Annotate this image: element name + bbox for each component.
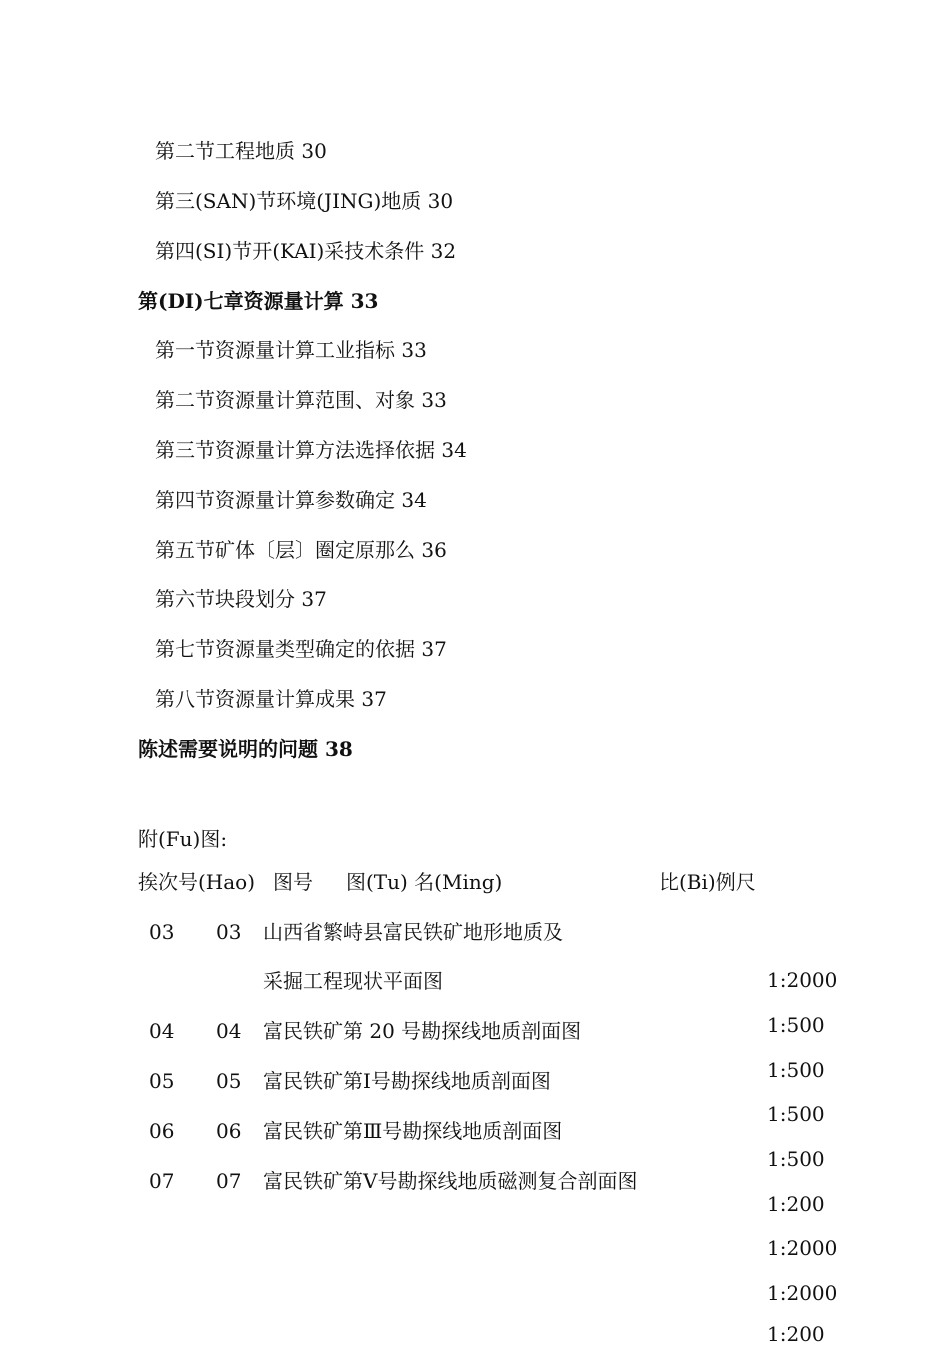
appendix-title: 附(Fu)图: — [138, 827, 228, 851]
row-name: 富民铁矿第Ⅴ号勘探线地质磁测复合剖面图 — [263, 1169, 638, 1193]
row-name: 富民铁矿第Ⅰ号勘探线地质剖面图 — [263, 1069, 551, 1093]
row-seq: 04 — [149, 1019, 175, 1043]
toc-section: 第六节块段划分 37 — [155, 587, 327, 611]
header-seq: 挨次号(Hao) — [138, 870, 256, 894]
row-name: 采掘工程现状平面图 — [263, 969, 443, 993]
toc-section: 第二节工程地质 30 — [155, 139, 327, 163]
row-num: 05 — [216, 1069, 242, 1093]
row-name: 富民铁矿第Ⅲ号勘探线地质剖面图 — [263, 1119, 563, 1143]
row-seq: 03 — [149, 920, 175, 944]
row-seq: 05 — [149, 1069, 175, 1093]
toc-section: 第三(SAN)节环境(JING)地质 30 — [155, 189, 454, 213]
row-name: 富民铁矿第 20 号勘探线地质剖面图 — [263, 1019, 582, 1043]
scale-value: 1:500 — [767, 1102, 825, 1126]
row-seq: 07 — [149, 1169, 175, 1193]
row-name: 山西省繁峙县富民铁矿地形地质及 — [263, 920, 563, 944]
header-scale: 比(Bi)例尺 — [659, 870, 756, 894]
toc-section: 第八节资源量计算成果 37 — [155, 687, 387, 711]
toc-section: 第四节资源量计算参数确定 34 — [155, 488, 427, 512]
header-name: 图(Tu) 名(Ming) — [346, 870, 503, 894]
row-seq: 06 — [149, 1119, 175, 1143]
scale-value: 1:500 — [767, 1013, 825, 1037]
toc-chapter: 陈述需要说明的问题 38 — [138, 737, 353, 761]
header-num: 图号 — [273, 870, 313, 894]
scale-value: 1:2000 — [767, 1236, 838, 1260]
toc-section: 第五节矿体〔层〕圈定原那么 36 — [155, 538, 447, 562]
toc-section: 第一节资源量计算工业指标 33 — [155, 338, 427, 362]
toc-section: 第七节资源量类型确定的依据 37 — [155, 637, 447, 661]
scale-value: 1:2000 — [767, 1281, 838, 1305]
toc-section: 第二节资源量计算范围、对象 33 — [155, 388, 447, 412]
toc-chapter: 第(DI)七章资源量计算 33 — [138, 289, 379, 313]
scale-value: 1:200 — [767, 1322, 825, 1346]
row-num: 04 — [216, 1019, 242, 1043]
toc-section: 第三节资源量计算方法选择依据 34 — [155, 438, 467, 462]
row-num: 06 — [216, 1119, 242, 1143]
scale-value: 1:2000 — [767, 968, 838, 992]
scale-value: 1:500 — [767, 1058, 825, 1082]
scale-value: 1:200 — [767, 1192, 825, 1216]
scale-value: 1:500 — [767, 1147, 825, 1171]
toc-section: 第四(SI)节开(KAI)采技术条件 32 — [155, 239, 457, 263]
row-num: 03 — [216, 920, 242, 944]
row-num: 07 — [216, 1169, 242, 1193]
